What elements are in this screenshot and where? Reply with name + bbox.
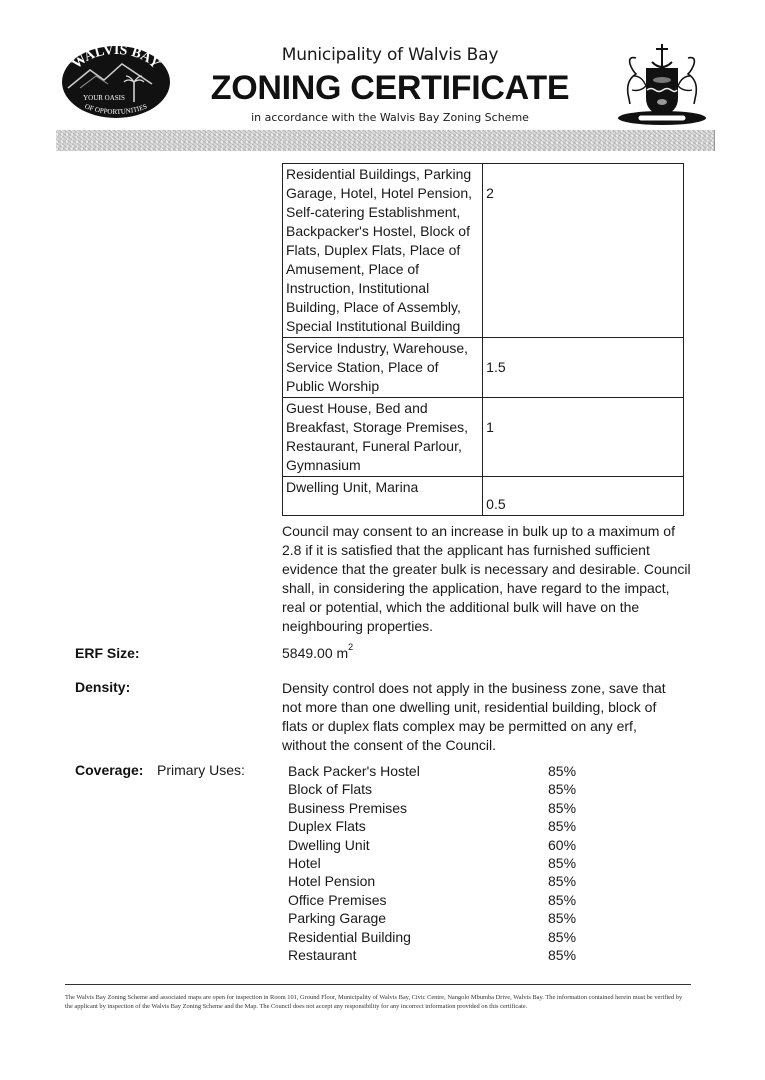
erf-size-value [282,642,354,661]
coverage-use: Back Packer's Hostel [288,763,420,779]
list-item [288,780,598,798]
list-item [288,946,598,964]
erf-size-label: ERF Size: [75,645,140,661]
coverage-list [288,762,598,964]
coverage-percent: 85% [548,946,577,963]
coat-of-arms-icon [612,40,712,128]
list-item [288,909,598,927]
logo-tagline-1: YOUR OASIS [83,94,125,102]
table-row [283,338,684,398]
list-item [288,854,598,872]
list-item [288,817,598,835]
coverage-percent: 85% [548,854,577,871]
coverage-percent: 85% [548,799,577,816]
logo-top-text: WALVIS BAY [69,44,163,73]
coverage-percent: 85% [548,763,577,779]
list-item [288,762,598,780]
bulk-factor-cell [483,338,684,398]
coverage-percent: 85% [548,873,577,890]
coverage-label: Coverage: [75,762,144,778]
bulk-factor-value: 1.5 [486,359,506,375]
footer-disclaimer: The Walvis Bay Zoning Scheme and associated maps are open for inspection in Room 101, Ground Floor, Municipality of Walvis Bay, Civic Centre, Nangolo Mbumba Drive, Walvis Bay. The information contained herein must be verified by the applicant by inspection of the Walvis Bay Zoning Scheme and the Map. The Council does not accept any responsibility for any incorrect information provided on this certificate. [65,994,683,1010]
bulk-factor-cell [483,164,684,338]
walvis-bay-logo [60,44,172,120]
bulk-factor-value: 0.5 [486,496,506,512]
coverage-use: Business Premises [288,799,408,816]
table-row [283,164,684,338]
list-item [288,799,598,817]
bulk-consent-paragraph: Council may consent to an increase in bulk up to a maximum of 2.8 if it is satisfied that the applicant has furnished sufficient evidence that the greater bulk is necessary and desirable. Council shall, in considering the application, have regard to the impact, real or potential, which the additional bulk will have on the neighbouring properties. [282,523,691,634]
erf-size-unit-superscript: 2 [348,642,354,652]
certificate-title: ZONING CERTIFICATE [210,69,570,107]
certificate-subtitle: in accordance with the Walvis Bay Zoning Scheme [251,111,529,124]
coverage-percent: 85% [548,891,577,908]
bulk-uses-cell: Dwelling Unit, Marina [283,477,483,516]
coverage-percent: 85% [548,910,577,927]
table-row [283,477,684,516]
density-text: Density control does not apply in the business zone, save that not more than one dwelling unit, residential building, block of flats or duplex flats complex may be permitted on any erf, without the consent of the Council. [282,680,666,753]
bulk-factor-cell [483,398,684,477]
bulk-factor-value: 2 [486,185,494,201]
bulk-factor-table [282,163,684,516]
density-label: Density: [75,679,131,695]
bulk-uses-cell: Guest House, Bed and Breakfast, Storage Premises, Restaurant, Funeral Parlour, Gymnasium [283,398,483,477]
coverage-use: Restaurant [288,946,357,963]
coverage-use: Dwelling Unit [288,836,370,853]
list-item [288,891,598,909]
coverage-use: Hotel Pension [288,873,376,890]
list-item [288,872,598,890]
coverage-percent: 85% [548,781,577,798]
bulk-uses-cell: Residential Buildings, Parking Garage, Hotel, Hotel Pension, Self-catering Establishment, Backpacker's Hostel, Block of Flats, Duplex Flats, Place of Amusement, Place of Instruction, Institutional Building, Place of Assembly, Special Institutional Building [283,164,483,338]
primary-uses-label: Primary Uses: [157,762,245,778]
list-item [288,928,598,946]
coverage-use: Duplex Flats [288,818,366,835]
coverage-use: Office Premises [288,891,387,908]
footer-divider [65,984,691,985]
logo-tagline-2: OF OPPORTUNITIES [83,102,149,116]
coverage-percent: 85% [548,818,577,835]
list-item [288,836,598,854]
coverage-percent: 60% [548,836,577,853]
erf-size-number: 5849.00 m [282,645,349,661]
coverage-use: Residential Building [288,928,411,945]
coverage-use: Hotel [288,854,321,871]
municipality-name: Municipality of Walvis Bay [281,45,499,65]
header-divider-band [56,130,715,151]
bulk-factor-cell [483,477,684,516]
table-row [283,398,684,477]
coverage-percent: 85% [548,928,577,945]
coverage-use: Block of Flats [288,781,373,798]
bulk-factor-value: 1 [486,419,494,435]
coverage-use: Parking Garage [288,910,387,927]
bulk-uses-cell: Service Industry, Warehouse, Service Station, Place of Public Worship [283,338,483,398]
